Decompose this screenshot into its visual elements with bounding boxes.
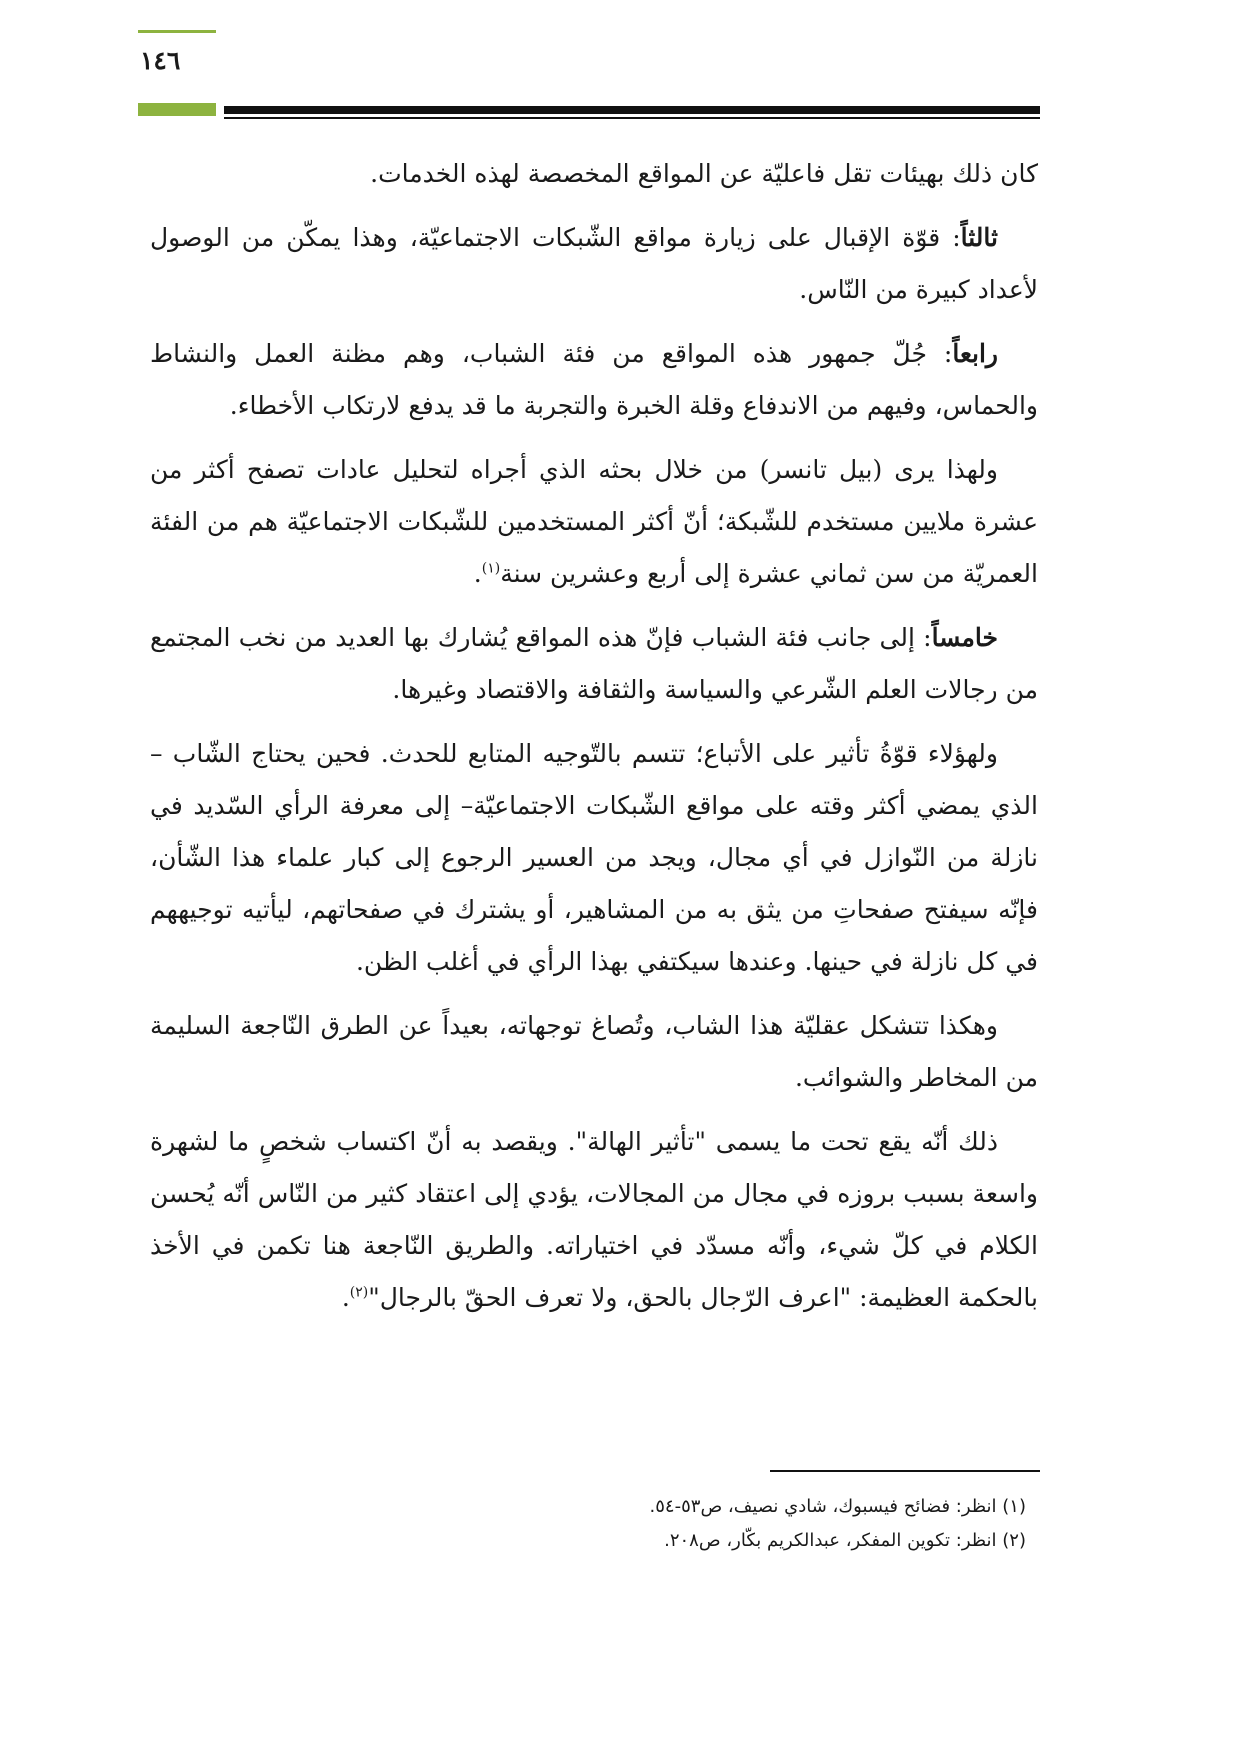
footnote-separator bbox=[770, 1470, 1040, 1472]
paragraph bbox=[150, 1000, 1038, 1104]
header-rule-thin bbox=[224, 117, 1040, 119]
paragraph-text: ولهؤلاء قوّةُ تأثير على الأتباع؛ تتسم بالتّوجيه المتابع للحدث. فحين يحتاج الشّاب – الذي يمضي أكثر وقته على مواقع الشّبكات الاجتماعيّة– إلى معرفة الرأي السّديد في نازلة من النّوازل في أي مجال، ويجد من العسير الرجوع إلى كبار علماء هذا الشّأن، فإنّه سيفتح صفحاتِ من يثق به من المشاهير، أو يشترك في صفحاتهم، ليأتيه توجيههم في كل نازلة في حينها. وعندها سيكتفي بهذا الرأي في أغلب الظن. bbox=[150, 739, 1038, 976]
header-rule bbox=[224, 106, 1040, 114]
paragraph-text: ذلك أنّه يقع تحت ما يسمى "تأثير الهالة". ويقصد به أنّ اكتساب شخصٍ ما لشهرة واسعة بسبب بروزه في مجال من المجالات، يؤدي إلى اعتقاد كثير من النّاس أنّه يُحسن الكلام في كلّ شيء، وأنّه مسدّد في اختياراته. والطريق النّاجعة هنا تكمن في الأخذ بالحكمة العظيمة: "اعرف الرّجال بالحق، ولا تعرف الحقّ بالرجال" bbox=[150, 1127, 1038, 1312]
paragraph-lead: ثالثاً bbox=[960, 223, 998, 252]
paragraph-tail: . bbox=[473, 559, 482, 588]
paragraph-text: : جُلّ جمهور هذه المواقع من فئة الشباب، وهم مظنة العمل والنشاط والحماس، وفيهم من الاندفاع وقلة الخبرة والتجربة ما قد يدفع لارتكاب الأخطاء. bbox=[150, 339, 1038, 420]
header-accent-block bbox=[138, 103, 216, 116]
paragraph-text: كان ذلك بهيئات تقل فاعليّة عن المواقع المخصصة لهذه الخدمات. bbox=[370, 159, 1038, 188]
paragraph bbox=[150, 148, 1038, 200]
paragraph bbox=[150, 728, 1038, 988]
footnote-ref: (٢) bbox=[349, 1284, 369, 1301]
paragraph-text: : قوّة الإقبال على زيارة مواقع الشّبكات الاجتماعيّة، وهذا يمكّن من الوصول لأعداد كبيرة من النّاس. bbox=[150, 223, 1038, 304]
paragraph-text: : إلى جانب فئة الشباب فإنّ هذه المواقع يُشارك بها العديد من نخب المجتمع من رجالات العلم الشّرعي والسياسة والثقافة والاقتصاد وغيرها. bbox=[150, 623, 1038, 704]
paragraph-text: وهكذا تتشكل عقليّة هذا الشاب، وتُصاغ توجهاته، بعيداً عن الطرق النّاجعة السليمة من المخاطر والشوائب. bbox=[150, 1011, 1038, 1092]
paragraph bbox=[150, 612, 1038, 716]
footnote: (٢) انظر: تكوين المفكر، عبدالكريم بكّار، ص٢٠٨. bbox=[664, 1530, 1026, 1551]
page-header bbox=[0, 0, 1240, 125]
paragraph bbox=[150, 328, 1038, 432]
paragraph-lead: خامساً bbox=[931, 623, 998, 652]
paragraph bbox=[150, 1116, 1038, 1324]
footnotes bbox=[150, 1490, 1038, 1558]
paragraph-tail: . bbox=[341, 1283, 350, 1312]
body-text bbox=[150, 148, 1038, 1336]
paragraph-lead: رابعاً bbox=[952, 339, 998, 368]
page-number: ١٤٦ bbox=[140, 46, 181, 75]
paragraph bbox=[150, 444, 1038, 600]
paragraph bbox=[150, 212, 1038, 316]
header-accent-line bbox=[138, 30, 216, 33]
footnote: (١) انظر: فضائح فيسبوك، شادي نصيف، ص٥٣-٥٤. bbox=[649, 1496, 1026, 1517]
paragraph-text: ولهذا يرى (بيل تانسر) من خلال بحثه الذي أجراه لتحليل عادات تصفح أكثر من عشرة ملايين مستخدم للشّبكة؛ أنّ أكثر المستخدمين للشّبكات الاجتماعيّة هم من الفئة العمريّة من سن ثماني عشرة إلى أربع وعشرين سنة bbox=[150, 455, 1038, 588]
footnote-ref: (١) bbox=[481, 560, 501, 577]
